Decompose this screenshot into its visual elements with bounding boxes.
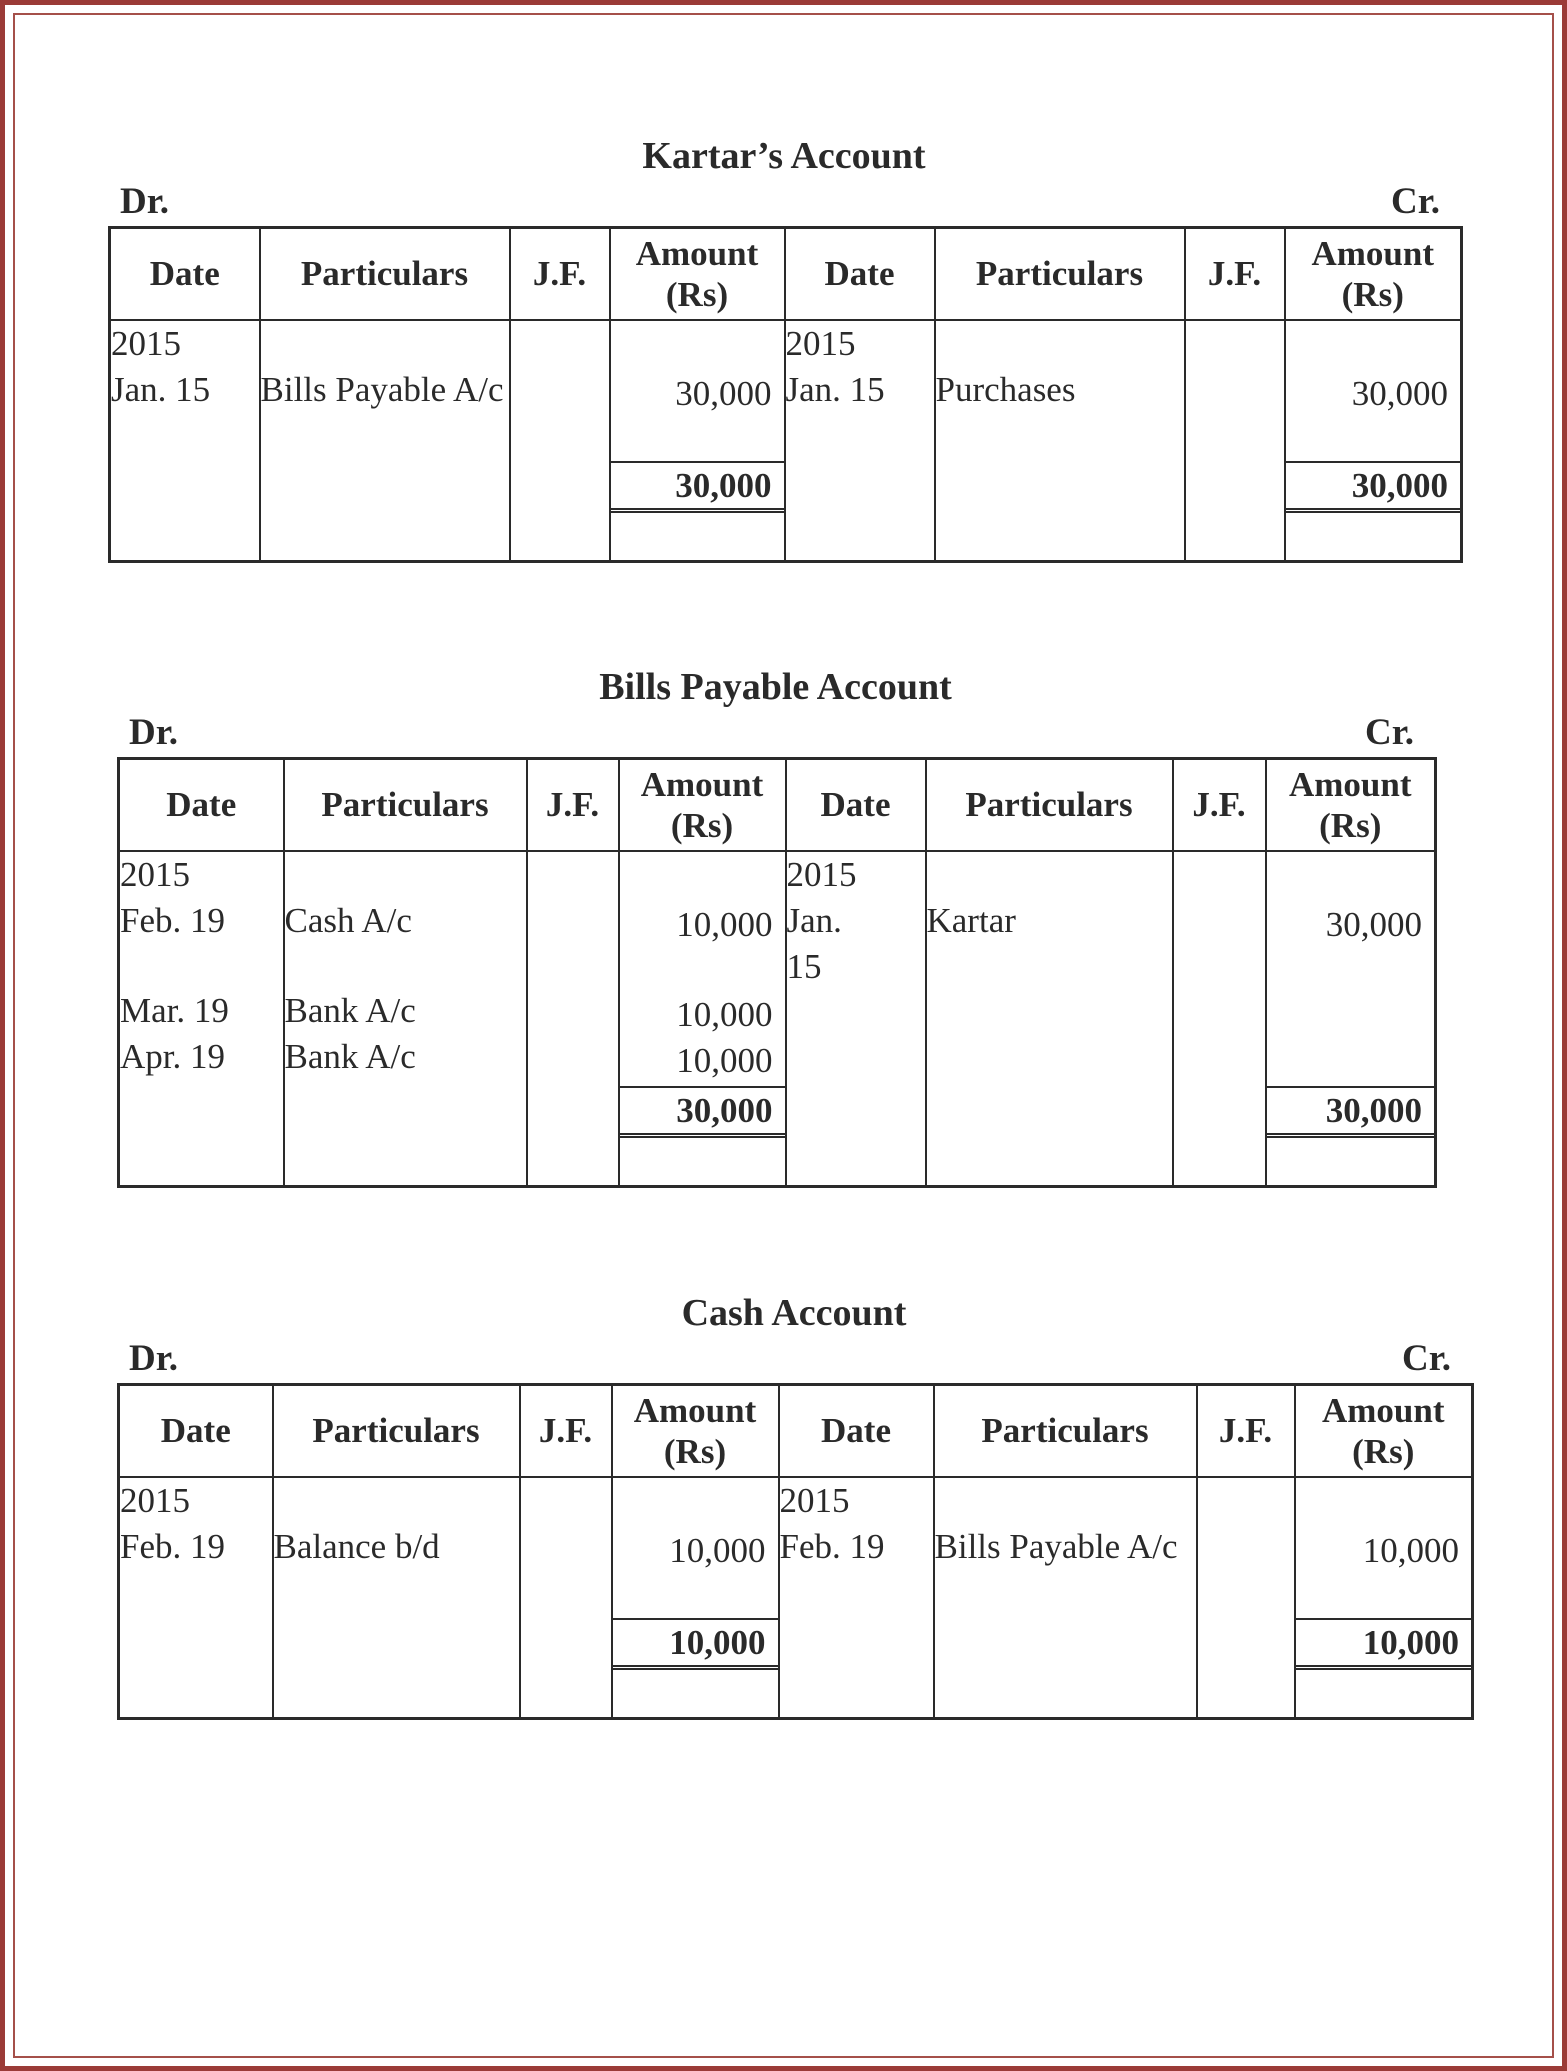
amount-unit: (Rs) <box>663 1431 727 1471</box>
entry-date: Feb. 19 <box>120 1526 225 1566</box>
credit-particulars-cell <box>934 1477 1197 1719</box>
debit-particulars-cell <box>284 851 527 1187</box>
debit-date-cell <box>119 1477 273 1719</box>
amount-label: Amount <box>1311 233 1435 273</box>
header-particulars: Particulars <box>260 228 510 320</box>
credit-label: Cr. <box>1365 712 1414 753</box>
body-row <box>119 851 1436 1187</box>
header-amount <box>612 1385 779 1477</box>
entry-particulars: Kartar <box>926 900 1016 940</box>
header-particulars: Particulars <box>926 759 1173 851</box>
amount-unit: (Rs) <box>665 274 729 314</box>
debit-amount-cell <box>619 851 786 1187</box>
credit-amount-cell <box>1266 851 1436 1187</box>
debit-amount-cell <box>610 320 785 562</box>
ledger-table <box>117 1383 1474 1720</box>
credit-jf-cell <box>1185 320 1285 562</box>
entry-particulars: Bills Payable A/c <box>260 369 504 409</box>
amount-unit: (Rs) <box>1341 274 1404 314</box>
credit-total: 30,000 <box>1267 1086 1435 1138</box>
ledger-table <box>108 226 1463 563</box>
entry-amount: 10,000 <box>1362 1530 1459 1570</box>
debit-label: Dr. <box>129 712 178 753</box>
entry-amount: 30,000 <box>1351 373 1448 413</box>
entry-date: Feb. 19 <box>779 1526 885 1566</box>
entry-particulars: Bank A/c <box>284 1036 416 1076</box>
credit-particulars-cell <box>935 320 1185 562</box>
header-jf: J.F. <box>1185 228 1285 320</box>
debit-total: 10,000 <box>613 1618 778 1670</box>
entry-date: Jan. 15 <box>785 369 885 409</box>
header-amount <box>1295 1385 1473 1477</box>
amount-label: Amount <box>635 233 759 273</box>
header-jf: J.F. <box>1197 1385 1295 1477</box>
header-date: Date <box>785 228 935 320</box>
ledger-table <box>117 757 1437 1188</box>
entry-amount: 10,000 <box>676 994 773 1034</box>
credit-date-cell <box>785 320 935 562</box>
credit-jf-cell <box>1197 1477 1295 1719</box>
header-date: Date <box>786 759 926 851</box>
amount-label: Amount <box>1321 1390 1445 1430</box>
credit-total: 30,000 <box>1286 461 1461 513</box>
debit-amount-cell <box>612 1477 779 1719</box>
debit-particulars-cell <box>260 320 510 562</box>
credit-label: Cr. <box>1391 181 1440 222</box>
entry-particulars: Bills Payable A/c <box>934 1526 1178 1566</box>
debit-date-cell <box>119 851 284 1187</box>
credit-jf-cell <box>1173 851 1266 1187</box>
amount-label: Amount <box>640 764 764 804</box>
entry-amount: 30,000 <box>675 373 772 413</box>
debit-particulars-cell <box>273 1477 520 1719</box>
year: 2015 <box>785 323 856 363</box>
header-date: Date <box>110 228 260 320</box>
entry-date: Feb. 19 <box>120 900 225 940</box>
header-jf: J.F. <box>1173 759 1266 851</box>
credit-date-cell <box>779 1477 934 1719</box>
credit-amount-cell <box>1295 1477 1473 1719</box>
entry-amount: 30,000 <box>1325 904 1422 944</box>
amount-unit: (Rs) <box>1352 1431 1415 1471</box>
debit-jf-cell <box>510 320 610 562</box>
header-particulars: Particulars <box>934 1385 1197 1477</box>
entry-amount: 10,000 <box>676 904 773 944</box>
debit-total: 30,000 <box>620 1086 785 1138</box>
kartar-account <box>108 132 1460 566</box>
header-amount <box>619 759 786 851</box>
cash-account <box>117 1289 1471 1723</box>
year: 2015 <box>120 854 190 894</box>
debit-label: Dr. <box>120 181 169 222</box>
bills-payable-account <box>117 663 1434 1191</box>
header-jf: J.F. <box>520 1385 612 1477</box>
entry-date: Jan. 15 <box>111 369 211 409</box>
body-row <box>119 1477 1473 1719</box>
entry-date: Apr. 19 <box>120 1036 225 1076</box>
entry-date: Mar. 19 <box>120 990 229 1030</box>
credit-amount-cell <box>1285 320 1462 562</box>
header-row <box>110 228 1462 320</box>
credit-particulars-cell <box>926 851 1173 1187</box>
credit-label: Cr. <box>1402 1338 1451 1379</box>
credit-total: 10,000 <box>1296 1618 1472 1670</box>
entry-particulars: Cash A/c <box>284 900 412 940</box>
amount-unit: (Rs) <box>670 805 734 845</box>
header-amount <box>610 228 785 320</box>
header-amount <box>1285 228 1462 320</box>
entry-date: Jan. 15 <box>786 900 842 986</box>
account-title: Kartar’s Account <box>642 135 926 177</box>
header-jf: J.F. <box>510 228 610 320</box>
debit-jf-cell <box>520 1477 612 1719</box>
debit-date-cell <box>110 320 260 562</box>
entry-particulars: Purchases <box>935 369 1076 409</box>
year: 2015 <box>786 854 857 894</box>
header-date: Date <box>119 759 284 851</box>
account-title: Cash Account <box>681 1292 907 1334</box>
year: 2015 <box>779 1480 850 1520</box>
amount-unit: (Rs) <box>1319 805 1382 845</box>
header-date: Date <box>779 1385 934 1477</box>
body-row <box>110 320 1462 562</box>
entry-amount: 10,000 <box>669 1530 766 1570</box>
account-title: Bills Payable Account <box>599 666 952 708</box>
year: 2015 <box>111 323 181 363</box>
header-particulars: Particulars <box>284 759 527 851</box>
debit-label: Dr. <box>129 1338 178 1379</box>
debit-jf-cell <box>527 851 619 1187</box>
header-row <box>119 759 1436 851</box>
credit-date-cell <box>786 851 926 1187</box>
header-particulars: Particulars <box>935 228 1185 320</box>
debit-total: 30,000 <box>611 461 784 513</box>
header-amount <box>1266 759 1436 851</box>
header-date: Date <box>119 1385 273 1477</box>
amount-label: Amount <box>1288 764 1412 804</box>
header-jf: J.F. <box>527 759 619 851</box>
amount-label: Amount <box>633 1390 757 1430</box>
entry-amount: 10,000 <box>676 1040 773 1080</box>
header-row <box>119 1385 1473 1477</box>
entry-particulars: Bank A/c <box>284 990 416 1030</box>
entry-particulars: Balance b/d <box>273 1526 440 1566</box>
header-particulars: Particulars <box>273 1385 520 1477</box>
year: 2015 <box>120 1480 190 1520</box>
